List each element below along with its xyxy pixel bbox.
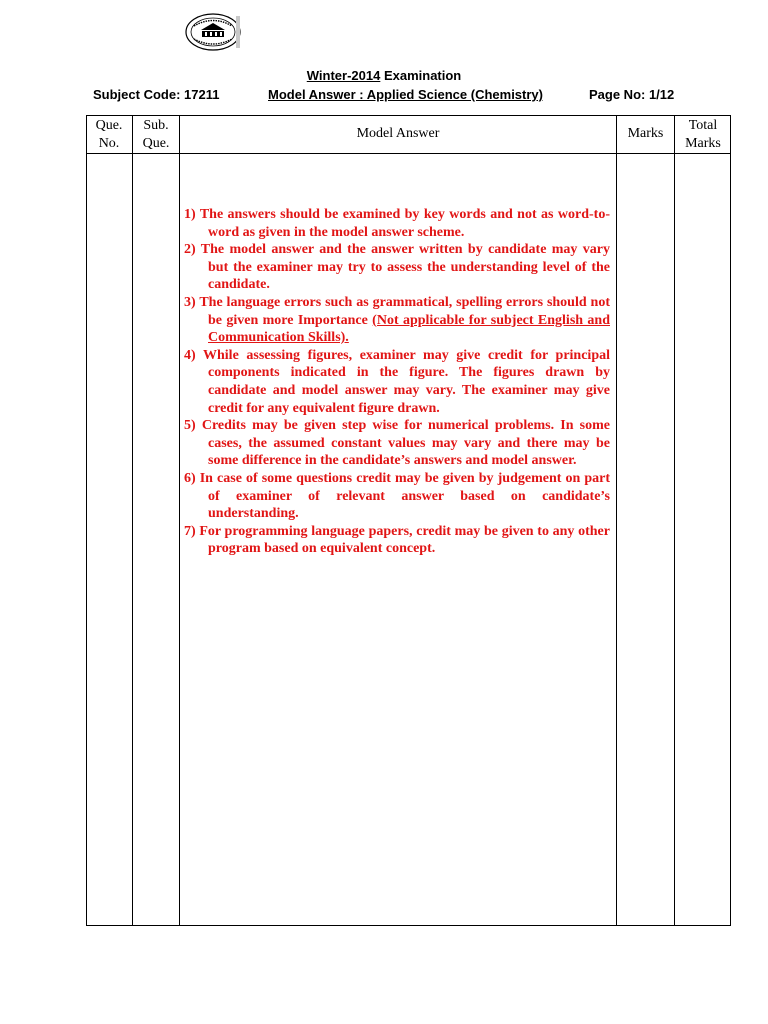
header-que-no: Que. No.	[95, 118, 123, 151]
examiner-instructions	[184, 206, 610, 558]
instruction-item: 7) For programming language papers, credit may be given to any other program based on equivalent concept.	[184, 523, 610, 557]
exam-title	[0, 68, 768, 83]
header-total-marks: Total Marks	[685, 118, 721, 151]
subject-title: Model Answer : Applied Science (Chemistry)	[268, 87, 543, 102]
header-sub-que: Sub. Que.	[142, 118, 170, 151]
instruction-item: 1) The answers should be examined by key words and not as word-to-word as given in the model answer scheme.	[184, 207, 610, 240]
instruction-item: 3) The language errors such as grammatical, spelling errors should not be given more Importance (Not applicable for subject English and Communication Skills).	[184, 294, 610, 346]
instruction-exception: (Not applicable for subject English and Communication Skills).	[208, 312, 610, 346]
page-number: Page No: 1/12	[589, 87, 675, 102]
instruction-item: 5) Credits may be given step wise for numerical problems. In some cases, the assumed constant values may vary and there may be some difference in the candidate’s answers and model answer.	[184, 418, 610, 469]
exam-word: Examination	[383, 68, 462, 83]
column-divider	[616, 115, 617, 926]
column-divider	[674, 115, 675, 926]
exam-season: Winter-2014	[306, 68, 381, 83]
instruction-item: 4) While assessing figures, examiner may give credit for principal components indicated in the figure. The figures drawn by candidate and model answer may vary. The examiner may give credit for any equivalent figure drawn.	[184, 347, 610, 416]
instruction-item: 2) The model answer and the answer written by candidate may vary but the examiner may try to assess the understanding level of the candidate.	[184, 242, 610, 293]
column-divider	[132, 115, 133, 926]
header-model-answer: Model Answer	[356, 126, 440, 141]
instruction-item: 6) In case of some questions credit may be given by judgement on part of examiner of relevant answer based on candidate’s understanding.	[184, 470, 610, 522]
subject-code: Subject Code: 17211	[93, 87, 220, 102]
header-row-divider	[86, 153, 731, 154]
column-divider	[179, 115, 180, 926]
institution-seal-logo	[184, 12, 242, 52]
header-marks: Marks	[627, 126, 664, 141]
